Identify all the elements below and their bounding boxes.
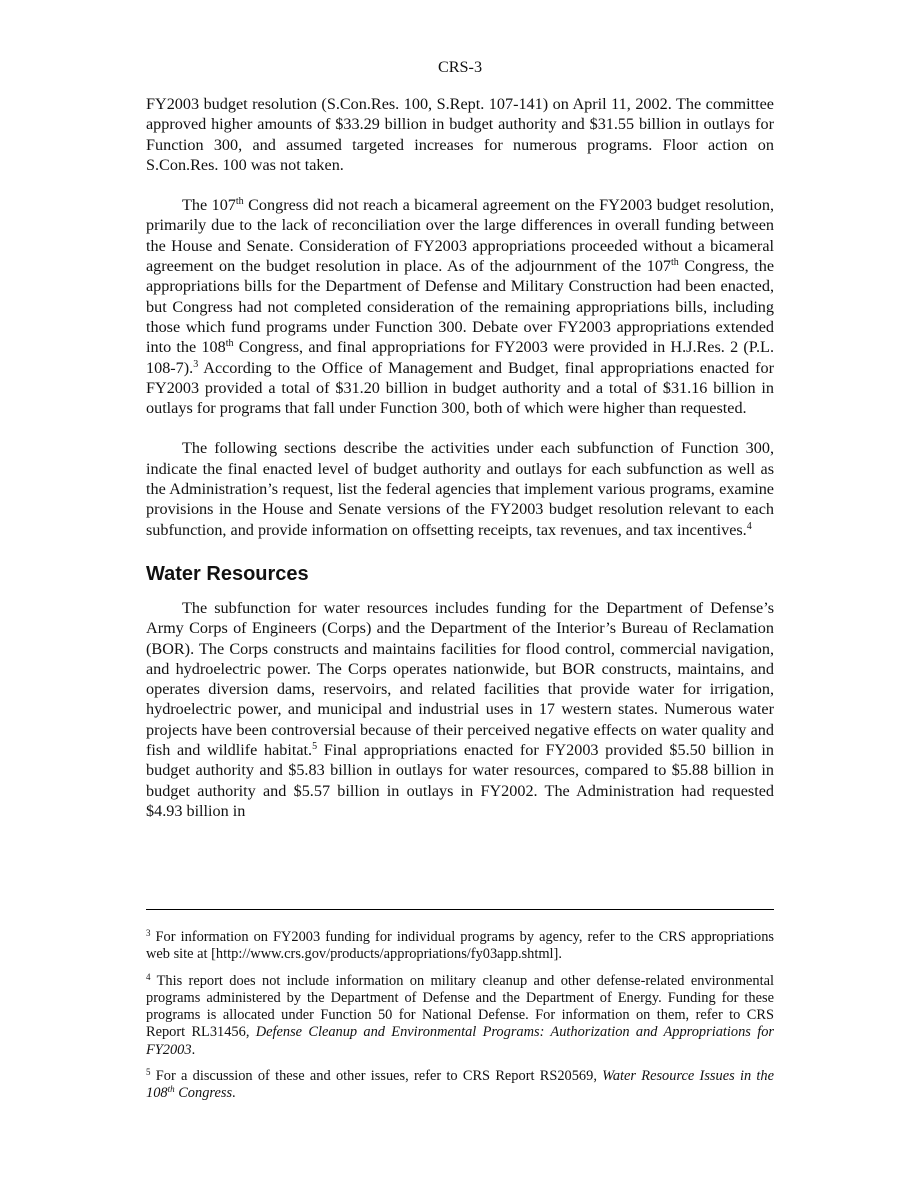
footnotes xyxy=(146,929,774,1112)
footnote-text: For information on FY2003 funding for individual programs by agency, refer to the CRS appropriations web site at [http://www.crs.gov/products/appropriations/fy03app.shtml]. xyxy=(146,929,774,963)
report-title: Defense Cleanup and Environmental Programs: Authorization and Appropriations for FY2003 xyxy=(146,1024,774,1058)
footnote-3 xyxy=(146,929,774,964)
text-run: According to the Office of Management and Budget, final appropriations enacted for FY2003 provided a total of $31.20 billion in budget authority and a total of $31.16 billion in outlays for programs that fall under Function 300, both of which were higher than requested. xyxy=(146,358,774,418)
text-run: The 107 xyxy=(182,196,236,215)
footnote-number: 4 xyxy=(146,971,151,982)
footnote-text: This report does not include information on military cleanup and other defense-related environmental programs administered by the Department of Defense and the Department of Energy. Funding for these programs is allocated under Function 50 for National Defense. For information on them, refer to CRS Report RL31456, xyxy=(146,972,774,1041)
section-heading: Water Resources xyxy=(146,562,309,585)
footnote-ref-4[interactable]: 4 xyxy=(746,520,752,532)
main-text xyxy=(146,94,774,821)
superscript: th xyxy=(235,196,244,208)
footnote-number: 5 xyxy=(146,1067,151,1078)
superscript: th xyxy=(167,1084,175,1095)
text-run: The following sections describe the activities under each subfunction of Function 300, indicate the final enacted level of budget authority and outlays for each subfunction as well as the Administration’s request, list the federal agencies that implement various programs, examine provisions in the House and Senate versions of the FY2003 budget resolution relevant to each subfunction, and provide information on offsetting receipts, tax revenues, and tax incentives. xyxy=(146,439,774,539)
footnote-text: For a discussion of these and other issues, refer to CRS Report RS20569, xyxy=(150,1068,603,1085)
paragraph-1: FY2003 budget resolution (S.Con.Res. 100, S.Rept. 107-141) on April 11, 2002. The committee approved higher amounts of $33.29 billion in budget authority and $31.55 billion in outlays for Function 300, and assumed targeted increases for numerous programs. Floor action on S.Con.Res. 100 was not taken. xyxy=(146,95,774,174)
paragraph-3 xyxy=(146,438,774,539)
footnote-ref-3[interactable]: 3 xyxy=(193,358,199,370)
page-header: CRS-3 xyxy=(437,58,483,76)
paragraph-2 xyxy=(146,195,774,418)
superscript: th xyxy=(225,338,234,350)
superscript: th xyxy=(671,257,679,269)
text-run: Final appropriations enacted for FY2003 provided $5.50 billion in budget authority and $5.83 billion in outlays for water resources, compared to $5.88 billion in budget authority and $5.57 billion in outlays in FY2002. The Administration had requested $4.93 billion in xyxy=(146,741,774,820)
footnote-number: 3 xyxy=(146,928,151,938)
text-run: Congress xyxy=(174,1085,233,1102)
footnote-4 xyxy=(146,973,774,1059)
text-run: The subfunction for water resources includes funding for the Department of Defense’s Army Corps of Engineers (Corps) and the Department of the Interior’s Bureau of Reclamation (BOR). The Corps constructs and maintains facilities for flood control, commercial navigation, and hydroelectric power. The Corps operates nationwide, but BOR constructs, maintains, and operates diversion dams, reservoirs, and related facilities that provide water for irrigation, hydroelectric power, and municipal and industrial uses in 17 western states. Numerous water projects have been controversial because of their perceived negative effects on water quality and fish and wildlife habitat. xyxy=(146,598,774,760)
text-run: Water Resource Issues in the 108 xyxy=(146,1068,774,1102)
footnote-text: . xyxy=(232,1085,236,1102)
text-run: Congress, the appropriations bills for the Department of Defense and Military Construction had been enacted, but Congress had not completed consideration of the remaining appropriations bills, including those which fund programs under Function 300. Debate over FY2003 appropriations extended into the 108 xyxy=(146,257,775,357)
text-run: Congress, and final appropriations for FY2003 were provided in H.J.Res. 2 (P.L. 108-7). xyxy=(146,338,774,377)
footnote-ref-5[interactable]: 5 xyxy=(312,741,318,753)
footnote-divider xyxy=(146,909,774,910)
footnote-text: . xyxy=(191,1041,196,1058)
paragraph-4 xyxy=(146,598,774,821)
text-run: Congress did not reach a bicameral agreement on the FY2003 budget resolution, primarily due to the lack of reconciliation over the large differences in overall funding between the House and Senate. Consideration of FY2003 appropriations proceeded without a bicameral agreement on the budget resolution in place. As of the adjournment of the 107 xyxy=(146,196,774,276)
footnote-5 xyxy=(146,1068,774,1103)
